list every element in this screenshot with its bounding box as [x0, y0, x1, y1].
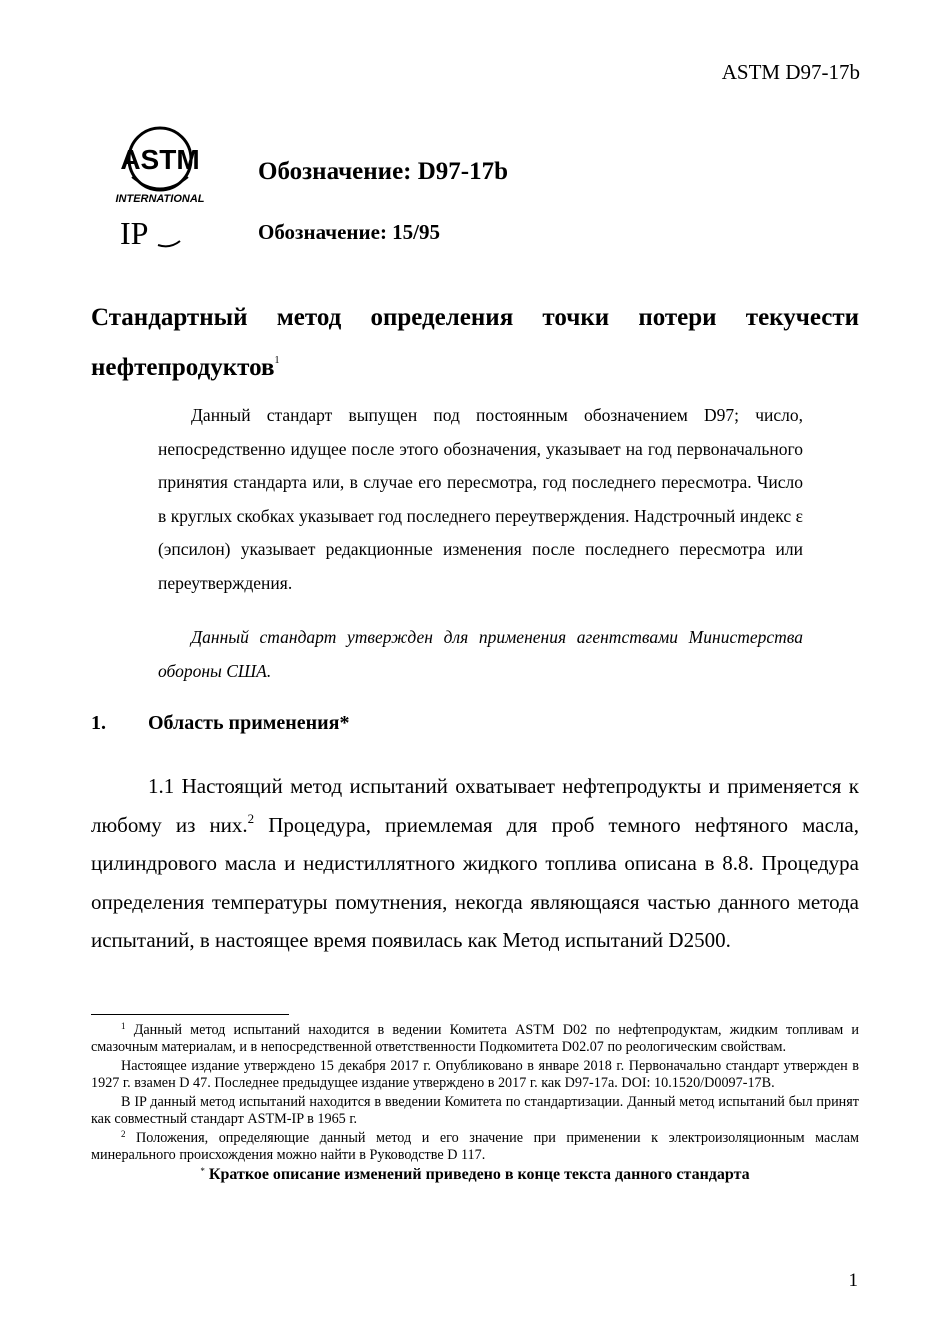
designation-ip: Обозначение: 15/95	[258, 220, 441, 244]
footnote-divider	[91, 1014, 289, 1015]
section-number: 1.	[91, 712, 106, 734]
designation-main: Обозначение: D97-17b	[258, 158, 509, 185]
ip-logo	[118, 215, 183, 250]
dod-notice: Данный стандарт утвержден для применения агентствами Министерства обороны США.	[158, 627, 803, 681]
paragraph-1-1	[91, 767, 859, 960]
footnote-1-mark: 1	[121, 1021, 126, 1031]
astm-logo-caption: INTERNATIONAL	[115, 193, 205, 205]
para-1-1-part-b: Процедура, приемлемая для проб темного нефтяного масла, цилиндрового масла и недистиллятного жидкого топлива описана в 8.8. Процедура определения температуры помутнения, некогда являющаяся частью данного метода испытаний, в настоящее время появилась как Метод испытаний D2500.	[91, 812, 859, 952]
footnote-2-mark: 2	[121, 1129, 126, 1139]
designation-notice: Данный стандарт выпущен под постоянным обозначением D97; число, непосредственно идущее после этого обозначения, указывает на год первоначального принятия стандарта или, в случае его пересмотра, год последнего пересмотра. Число в круглых скобках указывает год последнего переутверждения. Надстрочный индекс ε (эпсилон) указывает редакционные изменения после последнего пересмотра или переутверждения.	[158, 405, 803, 593]
footnote-1-text: Данный метод испытаний находится в ведении Комитета ASTM D02 по нефтепродуктам, жидким топливам и смазочным материалам, и в непосредственной ответственности Подкомитета D02.07 по реологическим свойствам.	[91, 1022, 859, 1055]
footnote-ip-note: В IP данный метод испытаний находится в введении Комитета по стандартизации. Данный метод испытаний был принят как совместный стандарт ASTM-IP в 1965 г.	[91, 1094, 859, 1127]
astm-logo	[110, 125, 210, 205]
summary-mark: *	[200, 1166, 205, 1176]
footnote-2-text: Положения, определяющие данный метод и его значение при применении к электроизоляционным маслам минерального происхождения можно найти в Руководстве D 117.	[91, 1130, 859, 1163]
footnotes	[91, 1022, 859, 1185]
page-number: 1	[848, 1270, 858, 1291]
section-title: Область применения*	[148, 712, 350, 734]
document-title	[91, 296, 859, 389]
summary-note	[91, 1166, 859, 1183]
astm-logo-text: ASTM	[120, 144, 200, 175]
footnote-1	[91, 1022, 859, 1056]
header-standard-code: ASTM D97-17b	[721, 60, 860, 84]
ip-logo-text: IP	[120, 215, 149, 250]
summary-text: Краткое описание изменений приведено в конце текста данного стандарта	[204, 1166, 750, 1183]
footnote-edition: Настоящее издание утверждено 15 декабря 2017 г. Опубликовано в январе 2018 г. Первоначально стандарт утвержден в 1927 г. взамен D 47. Последнее предыдущее издание утверждено в 2017 г. как D97-17a. DOI: 10.1520/D0097-17B.	[91, 1058, 859, 1091]
title-text: Стандартный метод определения точки потери текучести нефтепродуктов	[91, 304, 859, 381]
footnote-2	[91, 1130, 859, 1164]
title-footnote-mark: 1	[274, 355, 280, 366]
section-heading	[91, 712, 350, 735]
para-1-1-footnote-mark: 2	[247, 810, 255, 826]
para-1-1-part-a: 1.1 Настоящий метод испытаний охватывает нефтепродукты и применяется к любому из них.	[91, 774, 859, 837]
